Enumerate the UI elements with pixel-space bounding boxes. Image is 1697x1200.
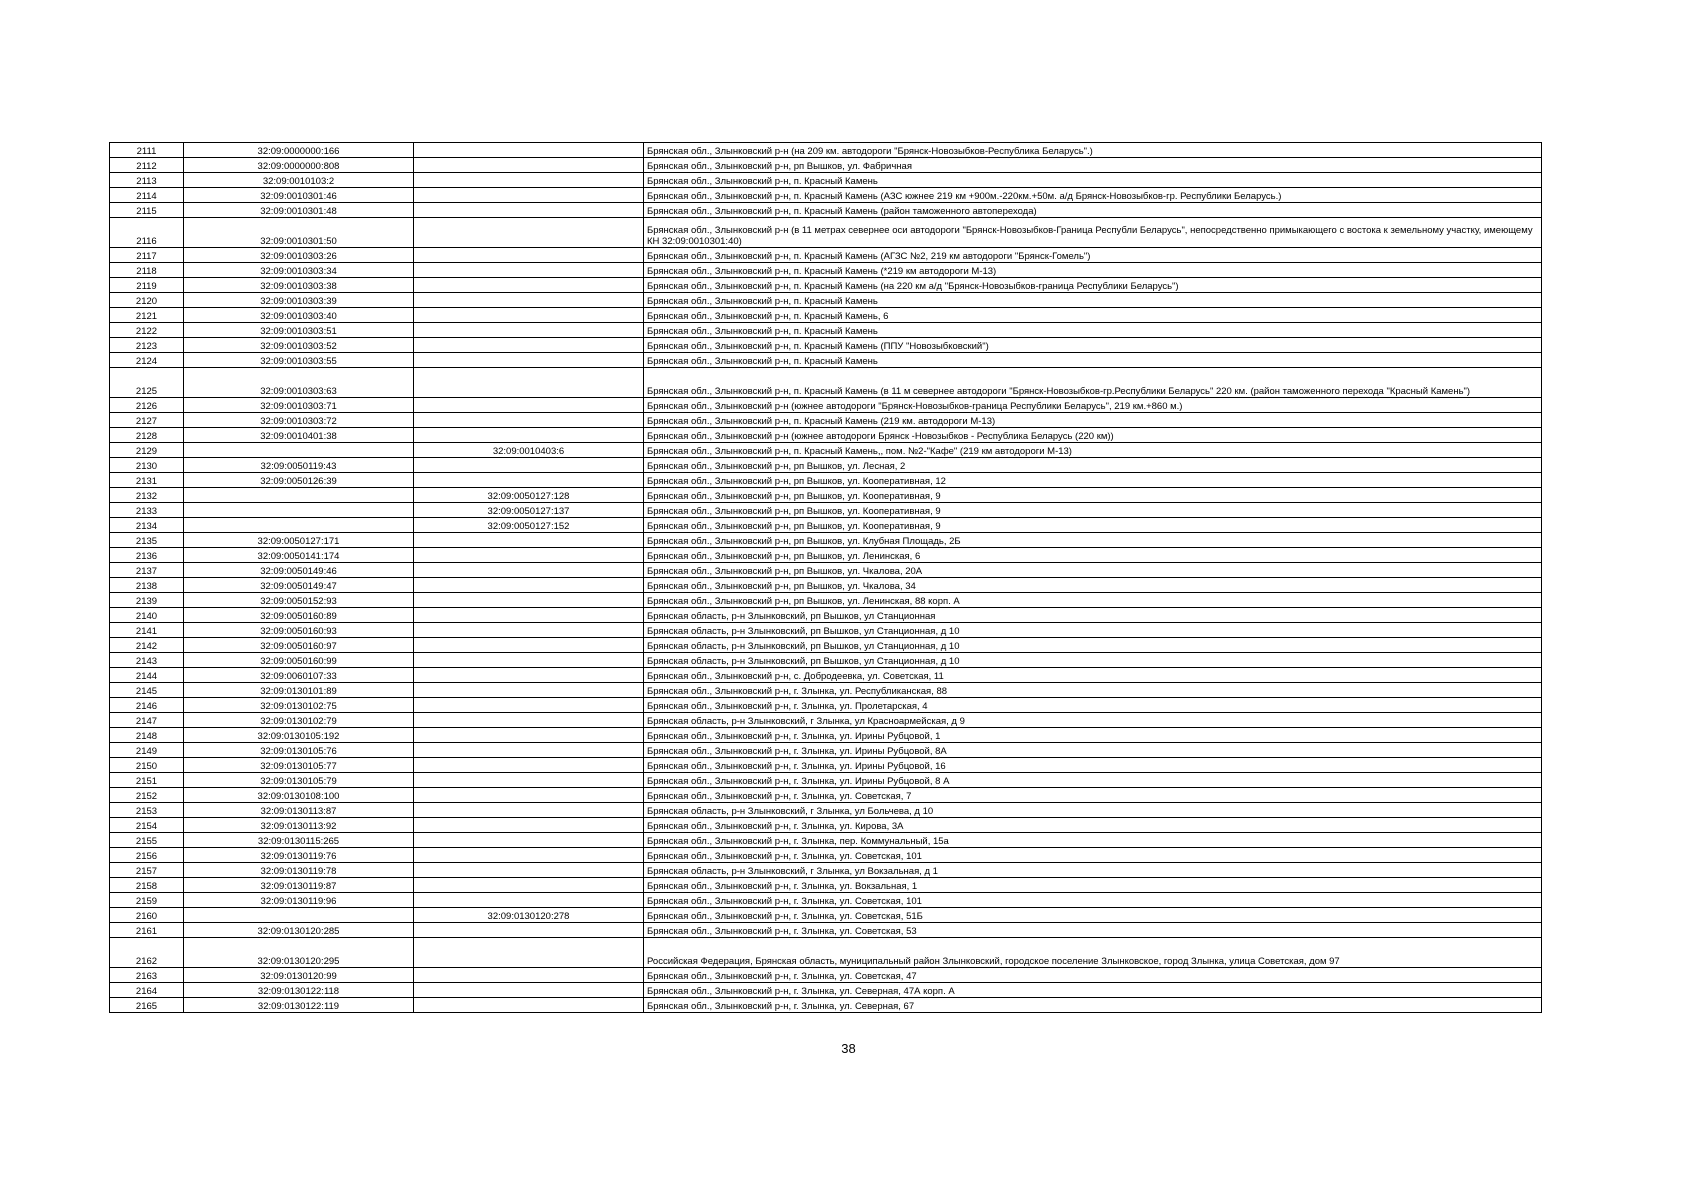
cadastral-number-cell xyxy=(184,908,414,923)
table-row xyxy=(110,653,1542,668)
cadastral-number-cell: 32:09:0050119:43 xyxy=(184,458,414,473)
table-row xyxy=(110,923,1542,938)
row-number-cell: 2146 xyxy=(110,698,184,713)
row-number-cell: 2124 xyxy=(110,353,184,368)
premises-cadastral-number-cell xyxy=(414,968,644,983)
table-row xyxy=(110,533,1542,548)
row-number-cell: 2165 xyxy=(110,998,184,1013)
address-cell: Брянская обл., Злынковский р-н, рп Вышков, ул. Чкалова, 34 xyxy=(644,578,1542,593)
premises-cadastral-number-cell xyxy=(414,323,644,338)
row-number-cell: 2122 xyxy=(110,323,184,338)
cadastral-number-cell: 32:09:0010301:48 xyxy=(184,203,414,218)
row-number-cell: 2125 xyxy=(110,368,184,398)
address-cell: Брянская обл., Злынковский р-н, г. Злынка, ул. Советская, 47 xyxy=(644,968,1542,983)
table-row xyxy=(110,758,1542,773)
table-row xyxy=(110,743,1542,758)
cadastral-number-cell: 32:09:0010303:39 xyxy=(184,293,414,308)
address-cell: Брянская обл., Злынковский р-н, г. Злынка, ул. Советская, 101 xyxy=(644,848,1542,863)
table-row xyxy=(110,413,1542,428)
table-row xyxy=(110,638,1542,653)
premises-cadastral-number-cell xyxy=(414,653,644,668)
premises-cadastral-number-cell xyxy=(414,563,644,578)
address-cell: Брянская обл., Злынковский р-н (южнее автодороги Брянск -Новозыбков - Республика Беларусь (220 км)) xyxy=(644,428,1542,443)
premises-cadastral-number-cell xyxy=(414,743,644,758)
row-number-cell: 2130 xyxy=(110,458,184,473)
table-row xyxy=(110,278,1542,293)
address-cell: Брянская область, р-н Злынковский, рп Вышков, ул Станционная xyxy=(644,608,1542,623)
row-number-cell: 2150 xyxy=(110,758,184,773)
table-row xyxy=(110,998,1542,1013)
cadastral-number-cell: 32:09:0130119:78 xyxy=(184,863,414,878)
row-number-cell: 2116 xyxy=(110,218,184,248)
row-number-cell: 2115 xyxy=(110,203,184,218)
premises-cadastral-number-cell xyxy=(414,398,644,413)
address-cell: Брянская обл., Злынковский р-н, п. Красный Камень xyxy=(644,173,1542,188)
cadastral-number-cell: 32:09:0050127:171 xyxy=(184,533,414,548)
address-cell: Брянская обл., Злынковский р-н, п. Красный Камень, 6 xyxy=(644,308,1542,323)
row-number-cell: 2164 xyxy=(110,983,184,998)
table-row xyxy=(110,353,1542,368)
table-row xyxy=(110,428,1542,443)
premises-cadastral-number-cell xyxy=(414,803,644,818)
row-number-cell: 2148 xyxy=(110,728,184,743)
table-row xyxy=(110,593,1542,608)
table-row xyxy=(110,848,1542,863)
cadastral-number-cell xyxy=(184,488,414,503)
row-number-cell: 2157 xyxy=(110,863,184,878)
cadastral-number-cell: 32:09:0130119:96 xyxy=(184,893,414,908)
table-row xyxy=(110,938,1542,968)
table-row xyxy=(110,203,1542,218)
cadastral-number-cell xyxy=(184,503,414,518)
table-row xyxy=(110,698,1542,713)
cadastral-number-cell: 32:09:0130115:265 xyxy=(184,833,414,848)
cadastral-number-cell: 32:09:0130122:118 xyxy=(184,983,414,998)
cadastral-number-cell: 32:09:0050141:174 xyxy=(184,548,414,563)
row-number-cell: 2128 xyxy=(110,428,184,443)
address-cell: Брянская обл., Злынковский р-н, г. Злынка, ул. Пролетарская, 4 xyxy=(644,698,1542,713)
cadastral-number-cell: 32:09:0050149:47 xyxy=(184,578,414,593)
premises-cadastral-number-cell xyxy=(414,938,644,968)
address-cell: Брянская обл., Злынковский р-н (в 11 метрах севернее оси автодороги "Брянск-Новозыбков-Граница Республи Беларусь", непосредственно примыкающего с востока к земельному участку, имеющему КН 32:09:0010301:40) xyxy=(644,218,1542,248)
table-row xyxy=(110,443,1542,458)
table-row xyxy=(110,668,1542,683)
cadastral-number-cell xyxy=(184,443,414,458)
address-cell: Брянская обл., Злынковский р-н, г. Злынка, ул. Северная, 67 xyxy=(644,998,1542,1013)
table-row xyxy=(110,548,1542,563)
cadastral-number-cell: 32:09:0000000:166 xyxy=(184,143,414,158)
row-number-cell: 2149 xyxy=(110,743,184,758)
address-cell: Брянская обл., Злынковский р-н, г. Злынка, ул. Советская, 53 xyxy=(644,923,1542,938)
cadastral-number-cell: 32:09:0010401:38 xyxy=(184,428,414,443)
address-cell: Брянская обл., Злынковский р-н, рп Вышков, ул. Ленинская, 6 xyxy=(644,548,1542,563)
table-row xyxy=(110,878,1542,893)
table-row xyxy=(110,488,1542,503)
row-number-cell: 2131 xyxy=(110,473,184,488)
address-cell: Брянская обл., Злынковский р-н, с. Добродеевка, ул. Советская, 11 xyxy=(644,668,1542,683)
premises-cadastral-number-cell xyxy=(414,368,644,398)
premises-cadastral-number-cell xyxy=(414,203,644,218)
row-number-cell: 2155 xyxy=(110,833,184,848)
row-number-cell: 2154 xyxy=(110,818,184,833)
address-cell: Брянская обл., Злынковский р-н, г. Злынка, ул. Советская, 7 xyxy=(644,788,1542,803)
table-row xyxy=(110,608,1542,623)
premises-cadastral-number-cell xyxy=(414,338,644,353)
address-cell: Брянская обл., Злынковский р-н, п. Красный Камень (АГЗС №2, 219 км автодороги "Брянск-Гомель") xyxy=(644,248,1542,263)
premises-cadastral-number-cell xyxy=(414,473,644,488)
cadastral-number-cell: 32:09:0050160:97 xyxy=(184,638,414,653)
table-row xyxy=(110,578,1542,593)
cadastral-number-cell: 32:09:0010303:40 xyxy=(184,308,414,323)
table-row xyxy=(110,983,1542,998)
row-number-cell: 2139 xyxy=(110,593,184,608)
premises-cadastral-number-cell xyxy=(414,998,644,1013)
premises-cadastral-number-cell xyxy=(414,608,644,623)
premises-cadastral-number-cell xyxy=(414,458,644,473)
address-cell: Брянская обл., Злынковский р-н, г. Злынка, ул. Ирины Рубцовой, 8А xyxy=(644,743,1542,758)
cadastral-number-cell: 32:09:0050160:89 xyxy=(184,608,414,623)
cadastral-number-cell: 32:09:0130105:76 xyxy=(184,743,414,758)
cadastral-number-cell: 32:09:0010301:46 xyxy=(184,188,414,203)
premises-cadastral-number-cell xyxy=(414,818,644,833)
address-cell: Брянская обл., Злынковский р-н, г. Злынка, ул. Ирины Рубцовой, 16 xyxy=(644,758,1542,773)
cadastral-number-cell: 32:09:0010303:55 xyxy=(184,353,414,368)
cadastral-number-cell: 32:09:0130119:87 xyxy=(184,878,414,893)
premises-cadastral-number-cell xyxy=(414,863,644,878)
cadastral-number-cell: 32:09:0130113:87 xyxy=(184,803,414,818)
premises-cadastral-number-cell xyxy=(414,308,644,323)
address-cell: Брянская обл., Злынковский р-н, рп Вышков, ул. Кооперативная, 9 xyxy=(644,488,1542,503)
premises-cadastral-number-cell xyxy=(414,413,644,428)
cadastral-number-cell: 32:09:0010303:38 xyxy=(184,278,414,293)
cadastral-number-cell: 32:09:0130122:119 xyxy=(184,998,414,1013)
row-number-cell: 2114 xyxy=(110,188,184,203)
premises-cadastral-number-cell xyxy=(414,683,644,698)
premises-cadastral-number-cell xyxy=(414,428,644,443)
cadastral-number-cell: 32:09:0010303:51 xyxy=(184,323,414,338)
row-number-cell: 2159 xyxy=(110,893,184,908)
address-cell: Брянская обл., Злынковский р-н, рп Вышков, ул. Ленинская, 88 корп. А xyxy=(644,593,1542,608)
address-cell: Брянская обл., Злынковский р-н, п. Красный Камень xyxy=(644,323,1542,338)
table-row xyxy=(110,563,1542,578)
cadastral-number-cell: 32:09:0010303:26 xyxy=(184,248,414,263)
address-cell: Брянская обл., Злынковский р-н, п. Красный Камень (район таможенного автоперехода) xyxy=(644,203,1542,218)
row-number-cell: 2117 xyxy=(110,248,184,263)
row-number-cell: 2118 xyxy=(110,263,184,278)
cadastral-number-cell: 32:09:0010303:52 xyxy=(184,338,414,353)
row-number-cell: 2127 xyxy=(110,413,184,428)
table-row xyxy=(110,908,1542,923)
row-number-cell: 2135 xyxy=(110,533,184,548)
address-cell: Брянская обл., Злынковский р-н, рп Вышков, ул. Чкалова, 20А xyxy=(644,563,1542,578)
premises-cadastral-number-cell xyxy=(414,638,644,653)
cadastral-number-cell: 32:09:0050126:39 xyxy=(184,473,414,488)
row-number-cell: 2152 xyxy=(110,788,184,803)
premises-cadastral-number-cell xyxy=(414,848,644,863)
table-row xyxy=(110,818,1542,833)
premises-cadastral-number-cell xyxy=(414,188,644,203)
cadastral-number-cell xyxy=(184,518,414,533)
cadastral-number-cell: 32:09:0130105:192 xyxy=(184,728,414,743)
table-body xyxy=(110,143,1542,1013)
address-cell: Брянская обл., Злынковский р-н, п. Красный Камень (219 км. автодороги М-13) xyxy=(644,413,1542,428)
premises-cadastral-number-cell: 32:09:0050127:128 xyxy=(414,488,644,503)
cadastral-number-cell: 32:09:0010303:72 xyxy=(184,413,414,428)
row-number-cell: 2144 xyxy=(110,668,184,683)
premises-cadastral-number-cell xyxy=(414,263,644,278)
row-number-cell: 2137 xyxy=(110,563,184,578)
row-number-cell: 2143 xyxy=(110,653,184,668)
premises-cadastral-number-cell xyxy=(414,698,644,713)
page-number: 38 xyxy=(841,1041,856,1056)
address-cell: Российская Федерация, Брянская область, муниципальный район Злынковский, городское поселение Злынковское, город Злынка, улица Советская, дом 97 xyxy=(644,938,1542,968)
row-number-cell: 2136 xyxy=(110,548,184,563)
premises-cadastral-number-cell xyxy=(414,143,644,158)
row-number-cell: 2133 xyxy=(110,503,184,518)
cadastral-number-cell: 32:09:0130120:99 xyxy=(184,968,414,983)
address-cell: Брянская обл., Злынковский р-н, г. Злынка, ул. Ирины Рубцовой, 8 А xyxy=(644,773,1542,788)
address-cell: Брянская обл., Злынковский р-н, рп Вышков, ул. Кооперативная, 12 xyxy=(644,473,1542,488)
cadastral-number-cell: 32:09:0130105:77 xyxy=(184,758,414,773)
address-cell: Брянская обл., Злынковский р-н, п. Красный Камень (в 11 м севернее автодороги "Брянск-Новозыбков-гр.Республики Беларусь" 220 км. (район таможенного перехода "Красный Камень") xyxy=(644,368,1542,398)
row-number-cell: 2129 xyxy=(110,443,184,458)
premises-cadastral-number-cell xyxy=(414,593,644,608)
table-row xyxy=(110,683,1542,698)
table-row xyxy=(110,968,1542,983)
address-cell: Брянская область, р-н Злынковский, г Злынка, ул Больчева, д 10 xyxy=(644,803,1542,818)
table-row xyxy=(110,728,1542,743)
cadastral-number-cell: 32:09:0130102:75 xyxy=(184,698,414,713)
row-number-cell: 2120 xyxy=(110,293,184,308)
premises-cadastral-number-cell: 32:09:0130120:278 xyxy=(414,908,644,923)
table-row xyxy=(110,293,1542,308)
cadastral-table xyxy=(109,142,1542,1013)
table-row xyxy=(110,188,1542,203)
table-row xyxy=(110,518,1542,533)
row-number-cell: 2158 xyxy=(110,878,184,893)
table-row xyxy=(110,623,1542,638)
row-number-cell: 2132 xyxy=(110,488,184,503)
row-number-cell: 2134 xyxy=(110,518,184,533)
row-number-cell: 2138 xyxy=(110,578,184,593)
address-cell: Брянская область, р-н Злынковский, рп Вышков, ул Станционная, д 10 xyxy=(644,623,1542,638)
cadastral-number-cell: 32:09:0010303:34 xyxy=(184,263,414,278)
table-row xyxy=(110,143,1542,158)
premises-cadastral-number-cell: 32:09:0050127:137 xyxy=(414,503,644,518)
premises-cadastral-number-cell: 32:09:0050127:152 xyxy=(414,518,644,533)
cadastral-number-cell: 32:09:0130108:100 xyxy=(184,788,414,803)
address-cell: Брянская обл., Злынковский р-н (южнее автодороги "Брянск-Новозыбков-граница Республики Беларусь", 219 км.+860 м.) xyxy=(644,398,1542,413)
address-cell: Брянская область, р-н Злынковский, г Злынка, ул Вокзальная, д 1 xyxy=(644,863,1542,878)
premises-cadastral-number-cell xyxy=(414,668,644,683)
premises-cadastral-number-cell xyxy=(414,173,644,188)
address-cell: Брянская обл., Злынковский р-н, п. Красный Камень (на 220 км а/д "Брянск-Новозыбков-граница Республики Беларусь") xyxy=(644,278,1542,293)
cadastral-number-cell: 32:09:0050149:46 xyxy=(184,563,414,578)
premises-cadastral-number-cell xyxy=(414,548,644,563)
row-number-cell: 2160 xyxy=(110,908,184,923)
cadastral-number-cell: 32:09:0050160:99 xyxy=(184,653,414,668)
address-cell: Брянская область, р-н Злынковский, рп Вышков, ул Станционная, д 10 xyxy=(644,653,1542,668)
row-number-cell: 2113 xyxy=(110,173,184,188)
address-cell: Брянская обл., Злынковский р-н, п. Красный Камень (*219 км автодороги М-13) xyxy=(644,263,1542,278)
table-row xyxy=(110,473,1542,488)
premises-cadastral-number-cell xyxy=(414,878,644,893)
table-row xyxy=(110,158,1542,173)
premises-cadastral-number-cell xyxy=(414,293,644,308)
premises-cadastral-number-cell xyxy=(414,773,644,788)
row-number-cell: 2119 xyxy=(110,278,184,293)
premises-cadastral-number-cell xyxy=(414,713,644,728)
premises-cadastral-number-cell xyxy=(414,353,644,368)
row-number-cell: 2142 xyxy=(110,638,184,653)
address-cell: Брянская обл., Злынковский р-н, г. Злынка, ул. Советская, 51Б xyxy=(644,908,1542,923)
cadastral-number-cell: 32:09:0010303:71 xyxy=(184,398,414,413)
table-row xyxy=(110,323,1542,338)
table-row xyxy=(110,713,1542,728)
table-row xyxy=(110,263,1542,278)
address-cell: Брянская обл., Злынковский р-н, п. Красный Камень xyxy=(644,293,1542,308)
table-row xyxy=(110,788,1542,803)
table-row xyxy=(110,458,1542,473)
table-row xyxy=(110,218,1542,248)
table-row xyxy=(110,248,1542,263)
cadastral-number-cell: 32:09:0130102:79 xyxy=(184,713,414,728)
table-row xyxy=(110,398,1542,413)
premises-cadastral-number-cell xyxy=(414,158,644,173)
cadastral-number-cell: 32:09:0130113:92 xyxy=(184,818,414,833)
table-row xyxy=(110,893,1542,908)
address-cell: Брянская обл., Злынковский р-н, г. Злынка, ул. Вокзальная, 1 xyxy=(644,878,1542,893)
address-cell: Брянская обл., Злынковский р-н, г. Злынка, ул. Советская, 101 xyxy=(644,893,1542,908)
cadastral-number-cell: 32:09:0000000:808 xyxy=(184,158,414,173)
premises-cadastral-number-cell xyxy=(414,623,644,638)
address-cell: Брянская область, р-н Злынковский, г Злынка, ул Красноармейская, д 9 xyxy=(644,713,1542,728)
address-cell: Брянская обл., Злынковский р-н, п. Красный Камень (АЗС южнее 219 км +900м.-220км.+50м. а/д Брянск-Новозыбков-гр. Республики Беларусь.) xyxy=(644,188,1542,203)
row-number-cell: 2111 xyxy=(110,143,184,158)
premises-cadastral-number-cell xyxy=(414,218,644,248)
table-row xyxy=(110,773,1542,788)
address-cell: Брянская обл., Злынковский р-н, рп Вышков, ул. Клубная Площадь, 2Б xyxy=(644,533,1542,548)
address-cell: Брянская обл., Злынковский р-н, п. Красный Камень,, пом. №2-"Кафе" (219 км автодороги М-13) xyxy=(644,443,1542,458)
table-row xyxy=(110,833,1542,848)
address-cell: Брянская обл., Злынковский р-н, г. Злынка, ул. Республиканская, 88 xyxy=(644,683,1542,698)
premises-cadastral-number-cell xyxy=(414,728,644,743)
address-cell: Брянская обл., Злынковский р-н, рп Вышков, ул. Кооперативная, 9 xyxy=(644,503,1542,518)
table-row xyxy=(110,173,1542,188)
address-cell: Брянская обл., Злынковский р-н, г. Злынка, ул. Кирова, 3А xyxy=(644,818,1542,833)
premises-cadastral-number-cell xyxy=(414,923,644,938)
cadastral-number-cell: 32:09:0130119:76 xyxy=(184,848,414,863)
premises-cadastral-number-cell xyxy=(414,533,644,548)
row-number-cell: 2147 xyxy=(110,713,184,728)
cadastral-number-cell: 32:09:0010103:2 xyxy=(184,173,414,188)
row-number-cell: 2153 xyxy=(110,803,184,818)
cadastral-number-cell: 32:09:0050152:93 xyxy=(184,593,414,608)
cadastral-number-cell: 32:09:0010303:63 xyxy=(184,368,414,398)
row-number-cell: 2112 xyxy=(110,158,184,173)
address-cell: Брянская обл., Злынковский р-н, рп Вышков, ул. Лесная, 2 xyxy=(644,458,1542,473)
address-cell: Брянская обл., Злынковский р-н, г. Злынка, ул. Северная, 47А корп. А xyxy=(644,983,1542,998)
premises-cadastral-number-cell xyxy=(414,578,644,593)
premises-cadastral-number-cell xyxy=(414,893,644,908)
row-number-cell: 2126 xyxy=(110,398,184,413)
cadastral-number-cell: 32:09:0130101:89 xyxy=(184,683,414,698)
premises-cadastral-number-cell xyxy=(414,278,644,293)
row-number-cell: 2156 xyxy=(110,848,184,863)
address-cell: Брянская обл., Злынковский р-н, г. Злынка, ул. Ирины Рубцовой, 1 xyxy=(644,728,1542,743)
premises-cadastral-number-cell: 32:09:0010403:6 xyxy=(414,443,644,458)
table-row xyxy=(110,368,1542,398)
address-cell: Брянская обл., Злынковский р-н, рп Вышков, ул. Фабричная xyxy=(644,158,1542,173)
row-number-cell: 2161 xyxy=(110,923,184,938)
row-number-cell: 2141 xyxy=(110,623,184,638)
row-number-cell: 2162 xyxy=(110,938,184,968)
table-row xyxy=(110,338,1542,353)
premises-cadastral-number-cell xyxy=(414,983,644,998)
premises-cadastral-number-cell xyxy=(414,788,644,803)
address-cell: Брянская обл., Злынковский р-н, рп Вышков, ул. Кооперативная, 9 xyxy=(644,518,1542,533)
address-cell: Брянская область, р-н Злынковский, рп Вышков, ул Станционная, д 10 xyxy=(644,638,1542,653)
row-number-cell: 2140 xyxy=(110,608,184,623)
table-row xyxy=(110,863,1542,878)
cadastral-number-cell: 32:09:0010301:50 xyxy=(184,218,414,248)
row-number-cell: 2123 xyxy=(110,338,184,353)
cadastral-number-cell: 32:09:0130105:79 xyxy=(184,773,414,788)
premises-cadastral-number-cell xyxy=(414,248,644,263)
cadastral-number-cell: 32:09:0130120:285 xyxy=(184,923,414,938)
row-number-cell: 2151 xyxy=(110,773,184,788)
premises-cadastral-number-cell xyxy=(414,758,644,773)
address-cell: Брянская обл., Злынковский р-н, г. Злынка, пер. Коммунальный, 15а xyxy=(644,833,1542,848)
table-row xyxy=(110,503,1542,518)
cadastral-number-cell: 32:09:0060107:33 xyxy=(184,668,414,683)
table-row xyxy=(110,308,1542,323)
premises-cadastral-number-cell xyxy=(414,833,644,848)
row-number-cell: 2145 xyxy=(110,683,184,698)
address-cell: Брянская обл., Злынковский р-н, п. Красный Камень xyxy=(644,353,1542,368)
address-cell: Брянская обл., Злынковский р-н (на 209 км. автодороги "Брянск-Новозыбков-Республика Беларусь".) xyxy=(644,143,1542,158)
row-number-cell: 2121 xyxy=(110,308,184,323)
row-number-cell: 2163 xyxy=(110,968,184,983)
cadastral-number-cell: 32:09:0130120:295 xyxy=(184,938,414,968)
cadastral-number-cell: 32:09:0050160:93 xyxy=(184,623,414,638)
table-row xyxy=(110,803,1542,818)
address-cell: Брянская обл., Злынковский р-н, п. Красный Камень (ППУ "Новозыбковский") xyxy=(644,338,1542,353)
